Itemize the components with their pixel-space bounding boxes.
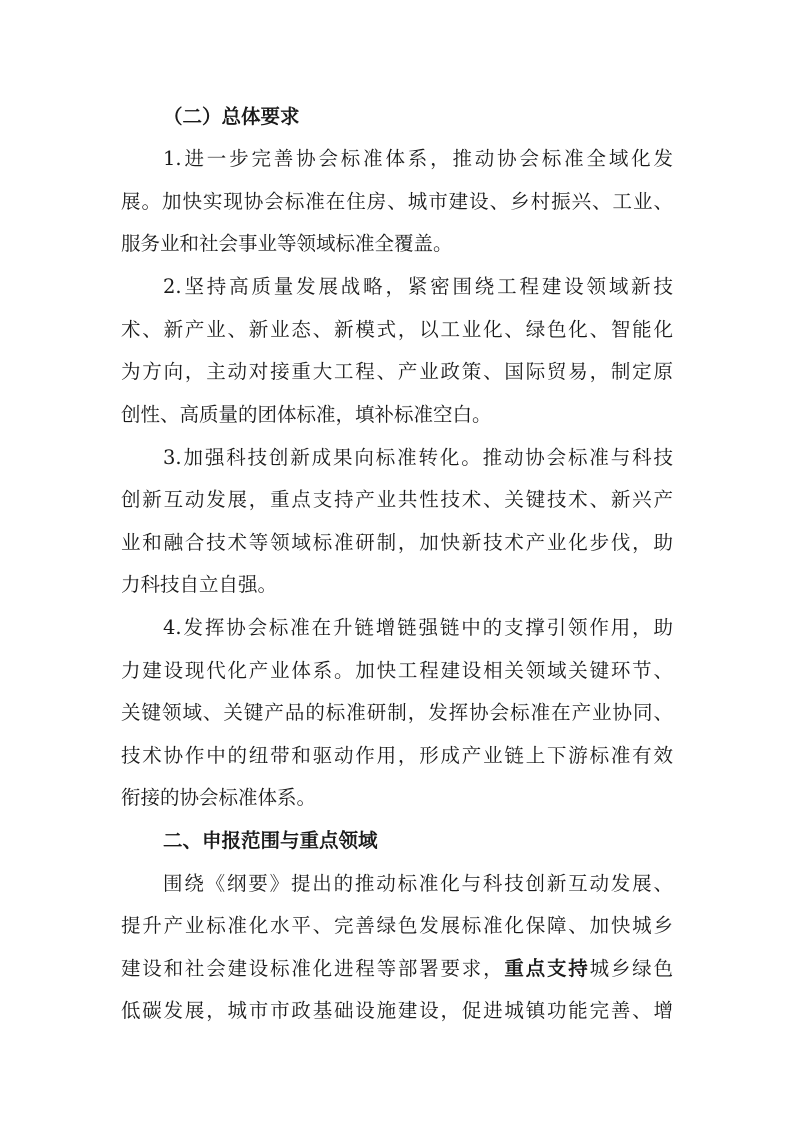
paragraph-3-line-2: 创新互动发展，重点支持产业共性技术、关键技术、新兴产 [121, 488, 673, 511]
subsection-heading: （二）总体要求 [163, 105, 300, 128]
paragraph-2-line-4: 创性、高质量的团体标准，填补标准空白。 [121, 403, 492, 426]
paragraph-2-line-3: 为方向，主动对接重大工程、产业政策、国际贸易，制定原 [121, 360, 673, 383]
paragraph-4-line-3: 关键领域、关键产品的标准研制，发挥协会标准在产业协同、 [121, 701, 673, 724]
paragraph-3-line-1: 3.加强科技创新成果向标准转化。推动协会标准与科技 [163, 446, 673, 469]
emphasis-text: 重点支持 [504, 957, 590, 980]
paragraph-2-line-2: 术、新产业、新业态、新模式，以工业化、绿色化、智能化 [121, 318, 673, 341]
paragraph-1-line-1: 1.进一步完善协会标准体系，推动协会标准全域化发 [163, 147, 673, 170]
paragraph-5-line-2: 提升产业标准化水平、完善绿色发展标准化保障、加快城乡 [121, 914, 673, 937]
paragraph-5-line-3-tail: 城乡绿色 [589, 957, 673, 980]
paragraph-3-line-4: 力科技自立自强。 [121, 573, 278, 596]
paragraph-4-line-1: 4.发挥协会标准在升链增链强链中的支撑引领作用，助 [163, 616, 673, 639]
paragraph-4-line-4: 技术协作中的纽带和驱动作用，形成产业链上下游标准有效 [121, 744, 673, 767]
paragraph-3-line-3: 业和融合技术等领域标准研制，加快新技术产业化步伐，助 [121, 531, 673, 554]
paragraph-2-line-1: 2.坚持高质量发展战略，紧密围绕工程建设领域新技 [163, 275, 673, 298]
paragraph-5-line-1: 围绕《纲要》提出的推动标准化与科技创新互动发展、 [163, 872, 673, 895]
paragraph-5-line-3 [121, 949, 673, 989]
paragraph-4-line-2: 力建设现代化产业体系。加快工程建设相关领域关键环节、 [121, 659, 673, 682]
paragraph-5-line-4: 低碳发展，城市市政基础设施建设，促进城镇功能完善、增 [121, 999, 673, 1022]
section-heading: 二、申报范围与重点领域 [163, 829, 378, 852]
paragraph-5-line-3-text: 建设和社会建设标准化进程等部署要求， [121, 957, 505, 980]
paragraph-1-line-3: 服务业和社会事业等领域标准全覆盖。 [121, 232, 453, 255]
paragraph-4-line-5: 衔接的协会标准体系。 [121, 786, 317, 809]
paragraph-1-line-2: 展。加快实现协会标准在住房、城市建设、乡村振兴、工业、 [121, 190, 673, 213]
